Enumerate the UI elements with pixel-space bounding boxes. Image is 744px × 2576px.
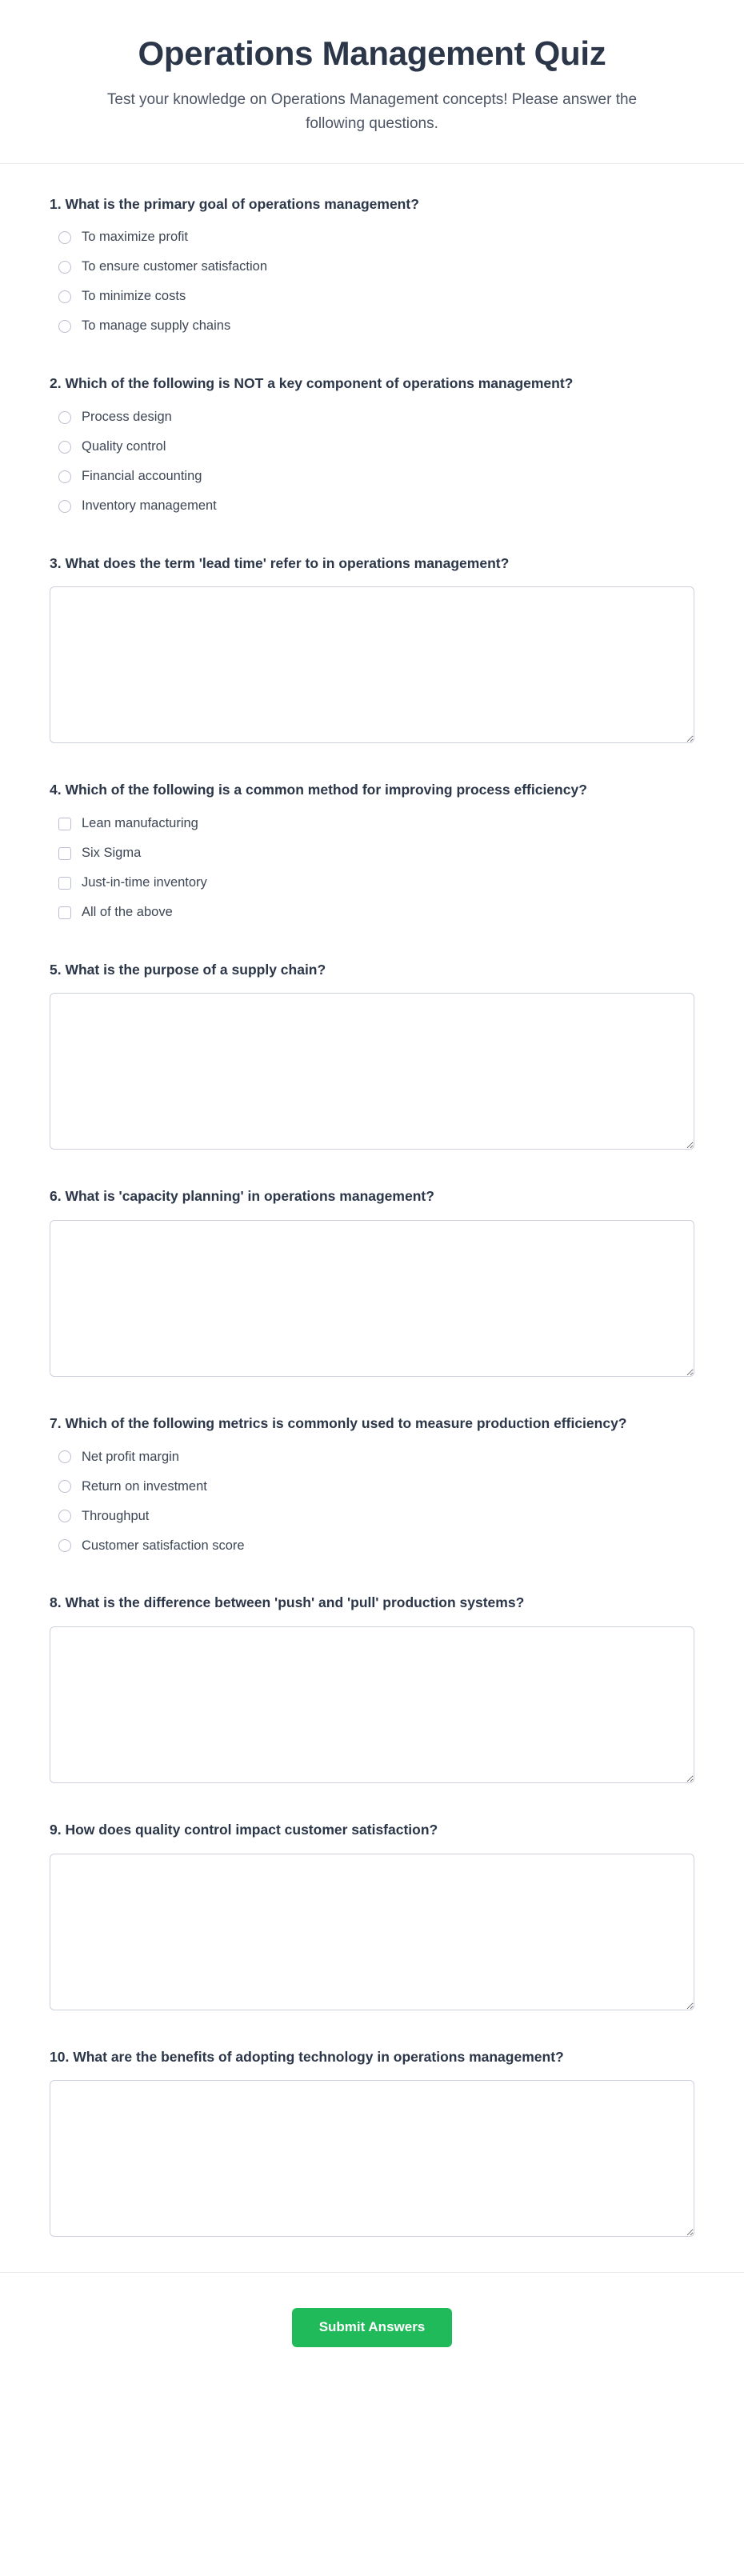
radio-option-group: [50, 407, 694, 517]
question-block: [50, 2047, 694, 2238]
option-label: Customer satisfaction score: [82, 1538, 245, 1553]
radio-option-group: [50, 1446, 694, 1556]
option-label: Net profit margin: [82, 1449, 179, 1464]
question-text: 4. Which of the following is a common method for improving process efficiency?: [50, 782, 587, 798]
option-row[interactable]: [50, 286, 694, 307]
answer-textarea[interactable]: [50, 1220, 694, 1377]
question-text: 5. What is the purpose of a supply chain?: [50, 961, 326, 978]
radio-button-icon[interactable]: [58, 411, 71, 424]
question-text: 6. What is 'capacity planning' in operations management?: [50, 1188, 434, 1205]
radio-button-icon[interactable]: [58, 441, 71, 454]
option-row[interactable]: [50, 1506, 694, 1526]
radio-button-icon[interactable]: [58, 1480, 71, 1493]
question-text: 9. How does quality control impact customer satisfaction?: [50, 1821, 438, 1838]
answer-textarea[interactable]: [50, 993, 694, 1150]
page-title: Operations Management Quiz: [138, 34, 606, 72]
option-label: To maximize profit: [82, 230, 188, 245]
question-block: [50, 1820, 694, 2010]
quiz-header: [0, 0, 744, 164]
option-row[interactable]: [50, 316, 694, 337]
checkbox-icon[interactable]: [58, 906, 71, 919]
radio-button-icon[interactable]: [58, 1539, 71, 1552]
quiz-questions-list: [0, 164, 744, 2272]
question-text: 3. What does the term 'lead time' refer to in operations management?: [50, 554, 510, 571]
option-label: Quality control: [82, 438, 166, 454]
answer-textarea[interactable]: [50, 1854, 694, 2010]
question-block: [50, 194, 694, 338]
option-label: Inventory management: [82, 498, 217, 513]
question-block: [50, 374, 694, 517]
option-row[interactable]: [50, 1476, 694, 1497]
submit-answers-button[interactable]: Submit Answers: [292, 2308, 453, 2347]
option-label: Throughput: [82, 1508, 150, 1523]
radio-button-icon[interactable]: [58, 290, 71, 303]
checkbox-icon[interactable]: [58, 818, 71, 830]
answer-textarea[interactable]: [50, 1626, 694, 1783]
question-block: [50, 1414, 694, 1557]
option-label: Process design: [82, 409, 172, 424]
option-row[interactable]: [50, 1446, 694, 1467]
question-text: 8. What is the difference between 'push' and 'pull' production systems?: [50, 1594, 525, 1611]
question-text: 7. Which of the following metrics is commonly used to measure production efficiency?: [50, 1414, 627, 1431]
checkbox-option-group: [50, 814, 694, 923]
radio-button-icon[interactable]: [58, 320, 71, 333]
option-label: Lean manufacturing: [82, 816, 198, 831]
option-row[interactable]: [50, 437, 694, 458]
question-block: [50, 554, 694, 744]
option-row[interactable]: [50, 814, 694, 834]
radio-button-icon[interactable]: [58, 261, 71, 274]
option-row[interactable]: [50, 902, 694, 923]
radio-button-icon[interactable]: [58, 470, 71, 483]
radio-button-icon[interactable]: [58, 1510, 71, 1522]
answer-textarea[interactable]: [50, 2080, 694, 2237]
question-block: [50, 1186, 694, 1377]
option-label: To ensure customer satisfaction: [82, 259, 268, 274]
option-row[interactable]: [50, 496, 694, 517]
option-row[interactable]: [50, 873, 694, 894]
question-block: [50, 960, 694, 1150]
option-label: Just-in-time inventory: [82, 875, 207, 890]
option-label: To minimize costs: [82, 289, 186, 304]
question-block: [50, 780, 694, 923]
option-label: Return on investment: [82, 1478, 207, 1494]
question-text: 2. Which of the following is NOT a key component of operations management?: [50, 375, 574, 392]
checkbox-icon[interactable]: [58, 847, 71, 860]
option-label: Six Sigma: [82, 846, 142, 861]
quiz-footer: [0, 2272, 744, 2379]
option-row[interactable]: [50, 407, 694, 428]
answer-textarea[interactable]: [50, 586, 694, 743]
option-label: All of the above: [82, 905, 173, 920]
option-label: Financial accounting: [82, 468, 202, 483]
question-text: 1. What is the primary goal of operations management?: [50, 195, 419, 212]
option-row[interactable]: [50, 227, 694, 248]
question-block: [50, 1593, 694, 1783]
question-text: 10. What are the benefits of adopting technology in operations management?: [50, 2048, 564, 2065]
radio-button-icon[interactable]: [58, 1450, 71, 1463]
page-subtitle: Test your knowledge on Operations Management concepts! Please answer the following questions.: [106, 90, 638, 132]
option-row[interactable]: [50, 1535, 694, 1556]
radio-button-icon[interactable]: [58, 500, 71, 513]
option-row[interactable]: [50, 257, 694, 278]
option-label: To manage supply chains: [82, 318, 231, 334]
radio-option-group: [50, 227, 694, 337]
radio-button-icon[interactable]: [58, 231, 71, 244]
checkbox-icon[interactable]: [58, 877, 71, 890]
option-row[interactable]: [50, 466, 694, 487]
option-row[interactable]: [50, 843, 694, 864]
